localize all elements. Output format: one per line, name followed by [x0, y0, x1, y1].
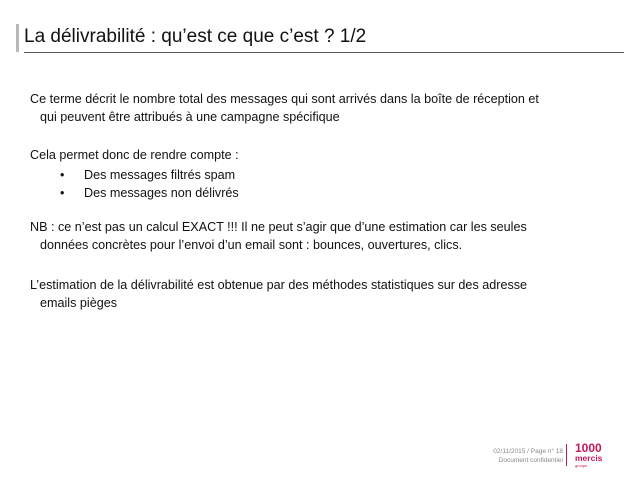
- list-item: [60, 166, 239, 184]
- footer-divider: [566, 444, 567, 466]
- footer-info: [493, 447, 563, 465]
- list-item: [60, 184, 239, 202]
- paragraph-intro-list: [30, 146, 615, 164]
- footer-date-page: 02/11/2015 / Page n° 18: [493, 448, 563, 455]
- logo-text-bottom: mercis: [575, 453, 603, 463]
- footer-confidential: Document confidentiel: [498, 457, 563, 464]
- title-accent: [16, 24, 19, 52]
- paragraph-line: Ce terme décrit le nombre total des messages qui sont arrivés dans la boîte de réception et: [30, 92, 539, 106]
- bullet-list: [60, 166, 239, 202]
- paragraph-line: NB : ce n’est pas un calcul EXACT !!! Il ne peut s’agir que d’une estimation car les seules: [30, 220, 527, 234]
- title-bar: [24, 24, 624, 53]
- bullet-icon: •: [60, 168, 65, 182]
- paragraph-estimation: [30, 276, 615, 312]
- slide-title: La délivrabilité : qu’est ce que c’est ? 1/2: [24, 26, 367, 47]
- list-item-text: Des messages filtrés spam: [84, 168, 236, 182]
- company-logo: [573, 441, 613, 469]
- bullet-icon: •: [60, 186, 65, 200]
- paragraph-line: qui peuvent être attribués à une campagne spécifique: [40, 110, 340, 124]
- list-item-text: Des messages non délivrés: [84, 186, 239, 200]
- paragraph-line: L’estimation de la délivrabilité est obtenue par des méthodes statistiques sur des adresse: [30, 278, 528, 292]
- paragraph-definition: [30, 90, 615, 126]
- logo-text-top: 1000: [575, 441, 602, 455]
- paragraph-line: emails pièges: [40, 296, 118, 310]
- logo-text-sub: groupe: [575, 463, 588, 468]
- paragraph-line: Cela permet donc de rendre compte :: [30, 148, 239, 162]
- paragraph-note: [30, 218, 615, 254]
- paragraph-line: données concrètes pour l’envoi d’un email sont : bounces, ouvertures, clics.: [40, 238, 463, 252]
